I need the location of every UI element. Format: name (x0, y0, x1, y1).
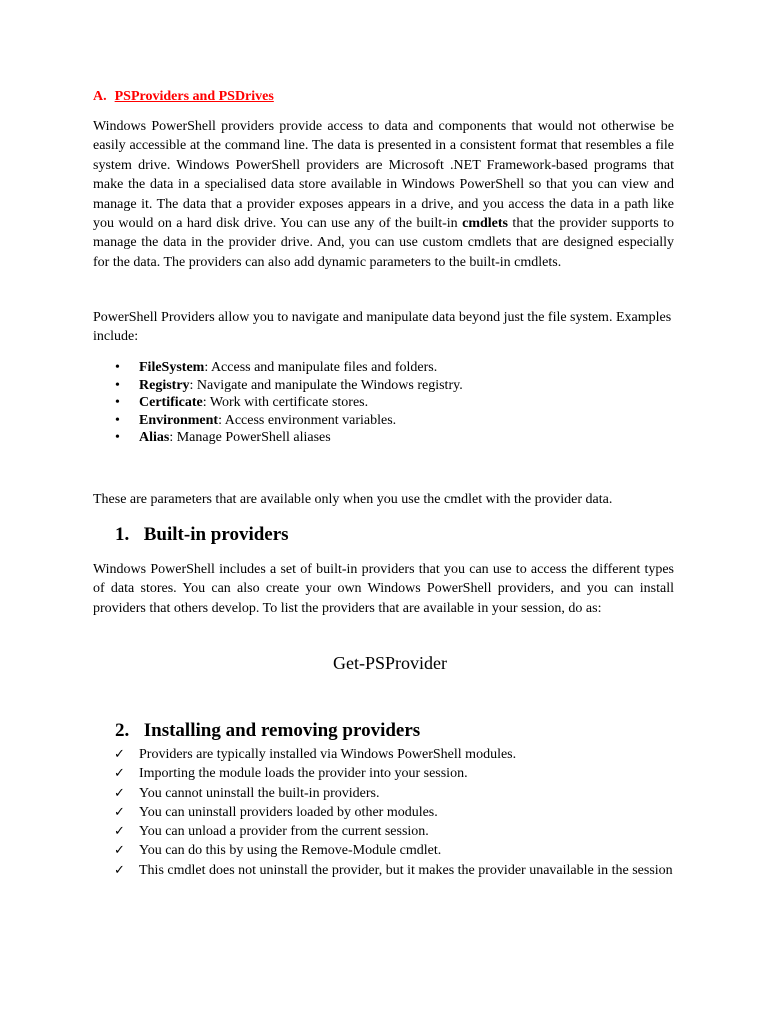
bullet-icon: • (115, 412, 120, 428)
section-a-heading (93, 87, 274, 107)
example-desc: : Access environment variables. (218, 412, 397, 428)
example-name: Certificate (139, 395, 203, 411)
list-item (93, 764, 674, 783)
check-text: Providers are typically installed via Windows PowerShell modules. (139, 747, 517, 762)
heading-number: 1. (115, 524, 130, 545)
intro-paragraph (93, 117, 674, 272)
bullet-icon: • (115, 377, 120, 393)
examples-intro-paragraph: PowerShell Providers allow you to navigate and manipulate data beyond just the file system. Examples include: (93, 310, 672, 345)
list-item (93, 861, 674, 880)
intro-text-1: Windows PowerShell providers provide access to data and components that would not otherwise be easily accessible at the command line. The data is presented in a consistent format that resembles a file system drive. Windows PowerShell providers are Microsoft .NET Framework-based programs that make the data in a specialised data store available in Windows PowerShell so that you can view and manage it. The data that a provider exposes appears in a drive, and you access the data in a path like you would on a hard disk drive. You can use any of the built-in (93, 119, 674, 232)
list-item (93, 745, 674, 764)
example-desc: : Work with certificate stores. (202, 395, 369, 411)
intro-text-2: that the provider supports to manage the data in the provider drive. And, you can use custom cmdlets that are designed especially for the data. The providers can also add dynamic parameters to the built-in cmdlets. (93, 216, 674, 270)
example-desc: : Manage PowerShell aliases (169, 430, 331, 446)
list-item (93, 784, 674, 803)
check-text: You can unload a provider from the current session. (139, 824, 429, 840)
list-item (93, 803, 674, 822)
check-text: Importing the module loads the provider into your session. (139, 766, 468, 782)
bullet-icon: • (115, 430, 120, 446)
heading-title: Installing and removing providers (143, 720, 421, 741)
bullet-icon: • (115, 395, 120, 411)
list-item (93, 429, 674, 447)
checkmark-icon: ✓ (114, 766, 125, 782)
example-name: FileSystem (139, 360, 205, 375)
list-item (93, 359, 674, 377)
list-item (93, 841, 674, 860)
checkmark-icon: ✓ (114, 862, 125, 878)
example-name: Alias (139, 430, 170, 446)
check-text: You can uninstall providers loaded by other modules. (139, 804, 438, 820)
checkmark-icon: ✓ (114, 824, 125, 840)
list-item (93, 394, 674, 412)
checkmark-icon: ✓ (114, 747, 125, 762)
check-text: You can do this by using the Remove-Module cmdlet. (139, 843, 442, 859)
heading-number: 2. (115, 720, 130, 741)
parameters-paragraph: These are parameters that are available only when you use the cmdlet with the provider data. (93, 492, 613, 507)
example-desc: : Access and manipulate files and folders. (204, 360, 438, 375)
install-remove-list (93, 745, 674, 880)
list-item (93, 822, 674, 841)
check-text: This cmdlet does not uninstall the provider, but it makes the provider unavailable in the session (139, 862, 673, 878)
checkmark-icon: ✓ (114, 804, 125, 820)
builtin-providers-heading (115, 523, 289, 547)
example-name: Registry (139, 377, 190, 393)
example-name: Environment (139, 412, 219, 428)
section-a-letter: A. (93, 89, 107, 104)
command-example: Get-PSProvider (333, 653, 447, 673)
example-desc: : Navigate and manipulate the Windows registry. (189, 377, 463, 393)
section-a-title: PSProviders and PSDrives (114, 89, 274, 104)
check-text: You cannot uninstall the built-in providers. (139, 785, 380, 801)
builtin-providers-paragraph: Windows PowerShell includes a set of built-in providers that you can use to access the different types of data stores. You can also create your own Windows PowerShell providers, and you can install providers that others develop. To list the providers that are available in your session, do as: (93, 562, 674, 616)
checkmark-icon: ✓ (114, 785, 125, 801)
install-remove-heading (115, 719, 420, 743)
examples-list (93, 359, 674, 447)
list-item (93, 412, 674, 430)
intro-bold-cmdlets: cmdlets (462, 216, 508, 232)
list-item (93, 377, 674, 395)
heading-title: Built-in providers (143, 524, 289, 545)
bullet-icon: • (115, 360, 120, 375)
checkmark-icon: ✓ (114, 843, 125, 859)
